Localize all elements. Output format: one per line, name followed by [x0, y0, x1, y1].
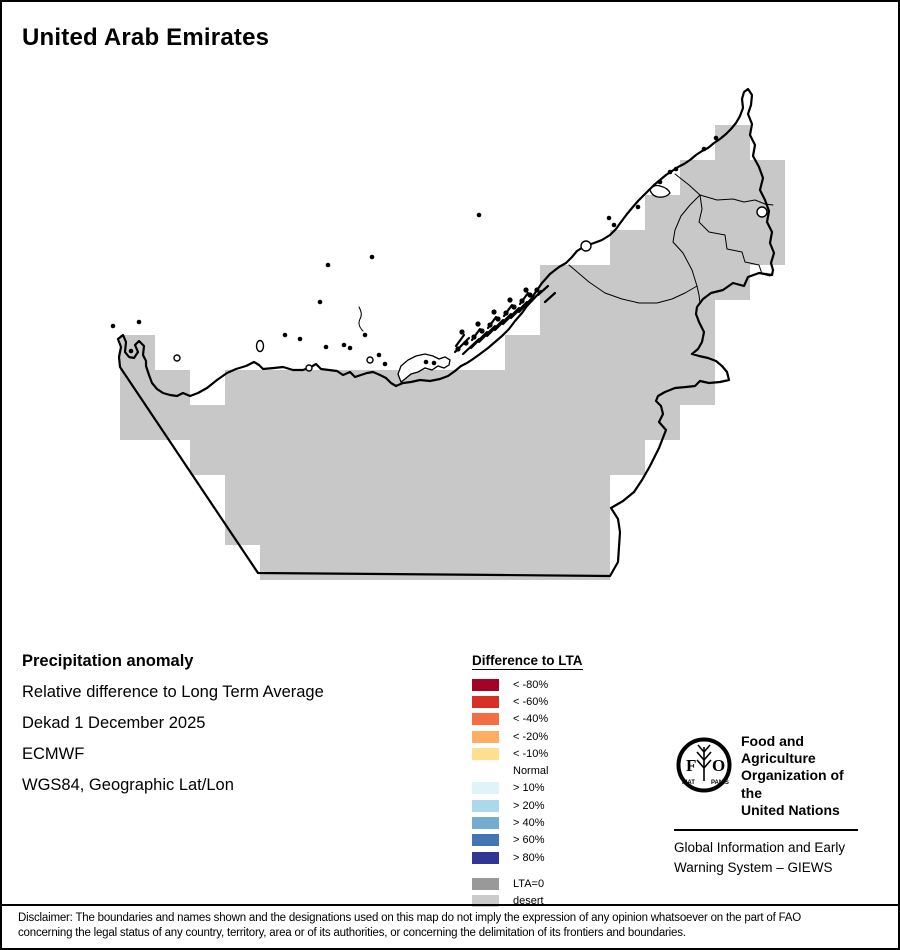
island-dot	[702, 147, 707, 152]
fao-org-line1: Food and Agriculture	[741, 733, 816, 767]
coastal-island-mark	[471, 332, 487, 348]
island-dot	[111, 324, 116, 329]
island-dot	[658, 180, 663, 185]
island-dot	[318, 300, 323, 305]
legend-item	[472, 676, 642, 693]
coastal-island-blob	[503, 310, 508, 315]
legend-swatch	[472, 748, 499, 760]
desert-raster-cell	[715, 125, 750, 160]
legend-label: > 20%	[513, 799, 545, 812]
disclaimer-line1: Disclaimer: The boundaries and names shown and the designations used on this map do not imply the expression of any opinion whatsoever on the part of FAO	[18, 912, 801, 924]
island-dot	[129, 349, 134, 354]
island-ring	[174, 355, 180, 361]
giews-name	[674, 838, 860, 877]
legend-label: > 60%	[513, 834, 545, 847]
legend-label: < -10%	[513, 747, 549, 760]
legend-item	[472, 762, 642, 779]
island-ring	[757, 207, 767, 217]
desert-raster-cell	[120, 405, 680, 440]
legend	[472, 652, 642, 910]
legend-item	[472, 711, 642, 728]
legend-label: Normal	[513, 765, 549, 778]
coastal-island-blob	[507, 297, 512, 302]
map-subtitle: Precipitation anomaly	[22, 652, 194, 670]
desert-raster-cell	[225, 475, 610, 510]
island-ring	[367, 357, 373, 363]
island-dot	[326, 263, 331, 268]
island-dot	[348, 346, 353, 351]
island-dot	[363, 333, 368, 338]
legend-swatch	[472, 679, 499, 691]
legend-swatch	[472, 782, 499, 794]
coastal-island-blob	[519, 298, 524, 303]
desert-raster-cell	[540, 265, 750, 300]
island-dot	[432, 361, 437, 366]
desert-raster-cell	[225, 510, 610, 545]
fao-org-line3: United Nations	[741, 801, 840, 818]
island-teardrop	[257, 341, 264, 352]
coastal-island-blob	[523, 287, 528, 292]
map-data-source: ECMWF	[22, 745, 85, 763]
disclaimer	[2, 904, 898, 940]
island-dot	[607, 216, 612, 221]
legend-swatch	[472, 878, 499, 890]
legend-swatch	[472, 696, 499, 708]
fao-block	[674, 733, 860, 877]
fao-motto-fiat: FIAT	[682, 780, 695, 786]
island-dot	[668, 170, 673, 175]
legend-label: < -40%	[513, 713, 549, 726]
coastal-island-blob	[463, 340, 468, 345]
fao-org-name	[741, 733, 860, 819]
desert-raster-cell	[610, 230, 785, 265]
desert-raster-cell	[540, 300, 715, 335]
legend-item	[472, 875, 642, 892]
fao-logo-icon	[674, 735, 734, 795]
coastal-island-blob	[511, 304, 516, 309]
desert-raster-cell	[190, 440, 645, 475]
page-title: United Arab Emirates	[22, 24, 270, 51]
desert-raster-cell	[225, 370, 715, 405]
legend-title: Difference to LTA	[472, 653, 583, 668]
map-info-block	[22, 652, 324, 807]
desert-raster-cell	[680, 160, 785, 195]
island-dot	[636, 205, 641, 210]
legend-label: > 80%	[513, 851, 545, 864]
island-dot	[342, 343, 347, 348]
coastal-island-mark	[503, 308, 519, 324]
giews-line2: Warning System – GIEWS	[674, 859, 833, 875]
island-dot	[714, 136, 719, 141]
island-dot	[612, 223, 617, 228]
island-dot	[424, 360, 429, 365]
coastal-island-blob	[534, 287, 539, 292]
emirate-border	[359, 307, 363, 331]
disclaimer-line2: concerning the legal status of any country, territory, area or of its authorities, or concerning the delimitation of its frontiers and boundaries.	[18, 926, 686, 939]
coastal-island-blob	[455, 346, 460, 351]
island-dot	[377, 353, 382, 358]
legend-item	[472, 780, 642, 797]
coastal-island-blob	[495, 316, 500, 321]
island-dot	[383, 362, 388, 367]
coastal-island-blob	[459, 329, 464, 334]
giews-line1: Global Information and Early	[674, 840, 846, 856]
fao-divider	[674, 829, 858, 831]
legend-item	[472, 832, 642, 849]
legend-rows	[472, 676, 642, 866]
legend-swatch	[472, 731, 499, 743]
coastal-island-blob	[527, 292, 532, 297]
island-dot	[137, 320, 142, 325]
island-dot	[324, 345, 329, 350]
coastal-island-blob	[491, 309, 496, 314]
lagoon-outline	[650, 186, 670, 198]
island-ring	[581, 241, 591, 251]
legend-label: > 40%	[513, 817, 545, 830]
coastal-island-blob	[471, 334, 476, 339]
legend-item	[472, 797, 642, 814]
legend-label: < -80%	[513, 678, 549, 691]
legend-item	[472, 849, 642, 866]
coastal-island-blob	[475, 321, 480, 326]
legend-item	[472, 728, 642, 745]
map-projection: WGS84, Geographic Lat/Lon	[22, 776, 234, 794]
fao-org-line2: Organization of the	[741, 767, 844, 801]
fao-motto-panis: PANIS	[711, 780, 729, 786]
map-dekad-date: Dekad 1 December 2025	[22, 714, 206, 732]
legend-label: < -60%	[513, 695, 549, 708]
legend-swatch	[472, 852, 499, 864]
fao-logo-letter-f: F	[686, 756, 697, 775]
coastal-island-blob	[487, 322, 492, 327]
island-dot	[283, 333, 288, 338]
legend-swatch	[472, 834, 499, 846]
island-dot	[674, 167, 679, 172]
map-description: Relative difference to Long Term Average	[22, 683, 324, 701]
legend-item	[472, 693, 642, 710]
legend-label: desert	[513, 895, 544, 908]
legend-label: > 10%	[513, 782, 545, 795]
legend-swatch	[472, 713, 499, 725]
island-dot	[370, 255, 375, 260]
legend-item	[472, 814, 642, 831]
island-dot	[477, 213, 482, 218]
legend-label: LTA=0	[513, 877, 545, 890]
legend-swatch	[472, 800, 499, 812]
desert-raster-cell	[505, 335, 715, 370]
legend-item	[472, 745, 642, 762]
island-ring	[306, 365, 312, 371]
coastal-island-blob	[479, 328, 484, 333]
island-dot	[298, 337, 303, 342]
legend-swatch	[472, 765, 499, 777]
legend-swatch	[472, 817, 499, 829]
fao-logo-letter-o: O	[712, 756, 726, 775]
coastal-island-mark	[487, 320, 503, 336]
legend-label: < -20%	[513, 730, 549, 743]
